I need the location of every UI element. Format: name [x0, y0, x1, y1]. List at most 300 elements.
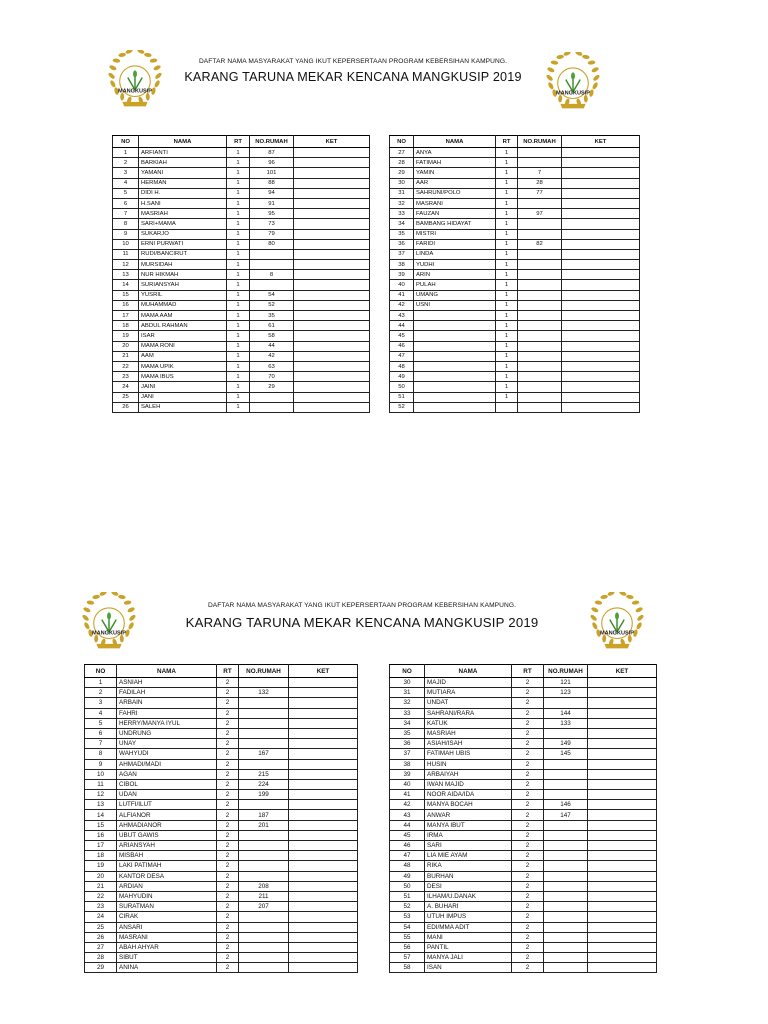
cell-no-rumah: 208 — [239, 881, 289, 891]
table-row — [390, 841, 657, 851]
cell-rt: 1 — [496, 270, 518, 280]
table-row — [390, 861, 657, 871]
cell-no: 45 — [390, 830, 425, 840]
cell-no: 15 — [113, 290, 139, 300]
cell-no-rumah — [518, 341, 562, 351]
cell-nama: ARIN — [414, 270, 496, 280]
cell-rt: 2 — [512, 688, 544, 698]
cell-nama: LUTFI/ILUT — [117, 800, 217, 810]
cell-ket — [289, 698, 358, 708]
cell-ket — [588, 708, 657, 718]
svg-text:MANGKUSIP: MANGKUSIP — [556, 90, 590, 97]
cell-ket — [294, 270, 370, 280]
cell-no-rumah: 94 — [250, 188, 294, 198]
table-row — [390, 402, 640, 412]
cell-ket — [562, 198, 640, 208]
cell-no-rumah — [544, 963, 588, 973]
cell-no-rumah — [544, 953, 588, 963]
cell-rt: 2 — [512, 820, 544, 830]
cell-ket — [289, 779, 358, 789]
svg-text:MANGKUSIP: MANGKUSIP — [118, 88, 152, 95]
cell-no-rumah — [544, 942, 588, 952]
table-row — [390, 372, 640, 382]
cell-no: 50 — [390, 881, 425, 891]
cell-nama: UTUH IMPUS — [425, 912, 512, 922]
table-row — [113, 341, 370, 351]
cell-ket — [588, 790, 657, 800]
cell-ket — [294, 219, 370, 229]
document-subtitle: DAFTAR NAMA MASYARAKAT YANG IKUT KEPERSERTAAN PROGRAM KEBERSIHAN KAMPUNG. — [207, 602, 517, 609]
cell-ket — [588, 871, 657, 881]
cell-rt: 2 — [512, 810, 544, 820]
cell-nama: FAUZAN — [414, 209, 496, 219]
cell-nama: ALFIANOR — [117, 810, 217, 820]
cell-ket — [294, 209, 370, 219]
cell-no-rumah — [239, 851, 289, 861]
cell-nama: ASNIAH — [117, 678, 217, 688]
table-row — [85, 942, 358, 952]
table-row — [85, 953, 358, 963]
cell-rt: 1 — [496, 311, 518, 321]
cell-nama — [414, 402, 496, 412]
cell-no: 8 — [113, 219, 139, 229]
cell-rt: 2 — [217, 830, 239, 840]
cell-no: 52 — [390, 902, 425, 912]
table-row — [390, 810, 657, 820]
cell-no: 39 — [390, 769, 425, 779]
table-row — [390, 718, 657, 728]
cell-no: 14 — [113, 280, 139, 290]
cell-no-rumah — [239, 708, 289, 718]
cell-rt — [496, 402, 518, 412]
cell-ket — [588, 922, 657, 932]
table-row — [113, 270, 370, 280]
cell-ket — [562, 311, 640, 321]
cell-ket — [289, 830, 358, 840]
cell-no: 31 — [390, 688, 425, 698]
col-header-no-rumah: NO.RUMAH — [518, 136, 562, 148]
cell-rt: 2 — [512, 922, 544, 932]
cell-ket — [562, 331, 640, 341]
cell-rt: 2 — [512, 861, 544, 871]
cell-no-rumah: 88 — [250, 178, 294, 188]
cell-rt: 1 — [496, 392, 518, 402]
cell-rt: 1 — [496, 239, 518, 249]
cell-rt: 2 — [512, 759, 544, 769]
cell-ket — [289, 891, 358, 901]
cell-nama: AHMADI/MADI — [117, 759, 217, 769]
cell-nama — [414, 331, 496, 341]
cell-nama: DIDI H. — [139, 188, 227, 198]
cell-ket — [294, 260, 370, 270]
cell-rt: 1 — [496, 341, 518, 351]
cell-nama: UBUT GAWIS — [117, 830, 217, 840]
table-row — [85, 759, 358, 769]
table-row — [85, 688, 358, 698]
cell-nama: PULAH — [414, 280, 496, 290]
table-row — [390, 902, 657, 912]
cell-rt: 2 — [512, 902, 544, 912]
table-row — [390, 260, 640, 270]
cell-no-rumah — [239, 830, 289, 840]
laurel-emblem-icon — [82, 592, 136, 658]
table-row — [390, 830, 657, 840]
cell-ket — [289, 881, 358, 891]
cell-ket — [588, 688, 657, 698]
cell-nama: BAMBANG HIDAYAT — [414, 219, 496, 229]
cell-no-rumah: 215 — [239, 769, 289, 779]
cell-no-rumah — [518, 229, 562, 239]
table-row — [390, 148, 640, 158]
cell-rt: 2 — [217, 749, 239, 759]
svg-text:MANGKUSIP: MANGKUSIP — [92, 630, 126, 637]
cell-ket — [294, 280, 370, 290]
emblem-logo-icon — [546, 52, 600, 118]
cell-rt: 2 — [217, 912, 239, 922]
cell-nama: ABDUL RAHMAN — [139, 321, 227, 331]
table-row — [390, 932, 657, 942]
cell-nama: FATIMAH UBIS — [425, 749, 512, 759]
cell-no: 17 — [85, 841, 117, 851]
cell-no-rumah — [518, 372, 562, 382]
table-row — [113, 229, 370, 239]
cell-ket — [289, 708, 358, 718]
table-row — [390, 280, 640, 290]
cell-no-rumah — [239, 728, 289, 738]
cell-no-rumah — [544, 902, 588, 912]
col-header-rt: RT — [217, 665, 239, 678]
cell-nama: ANINA — [117, 963, 217, 973]
cell-no-rumah: 79 — [250, 229, 294, 239]
cell-no: 21 — [85, 881, 117, 891]
cell-ket — [289, 790, 358, 800]
cell-no-rumah — [544, 790, 588, 800]
table-row — [390, 942, 657, 952]
cell-nama: LINDA — [414, 249, 496, 259]
cell-no: 42 — [390, 300, 414, 310]
table-row — [390, 678, 657, 688]
table-row — [85, 881, 358, 891]
cell-no: 8 — [85, 749, 117, 759]
cell-rt: 1 — [227, 198, 250, 208]
table-row — [390, 270, 640, 280]
cell-rt: 1 — [227, 209, 250, 219]
laurel-emblem-icon — [546, 52, 600, 118]
table-row — [390, 891, 657, 901]
cell-no: 41 — [390, 790, 425, 800]
table-row — [390, 779, 657, 789]
table-row — [390, 178, 640, 188]
cell-nama: MURSIDAH — [139, 260, 227, 270]
cell-no-rumah — [544, 728, 588, 738]
cell-no-rumah — [518, 270, 562, 280]
cell-ket — [588, 759, 657, 769]
cell-rt: 2 — [512, 830, 544, 840]
cell-no-rumah — [518, 402, 562, 412]
table-row — [390, 311, 640, 321]
cell-nama: UDAN — [117, 790, 217, 800]
cell-ket — [289, 728, 358, 738]
table-row — [113, 351, 370, 361]
table-row — [113, 402, 370, 412]
cell-ket — [588, 769, 657, 779]
table-row — [390, 382, 640, 392]
table-row — [113, 372, 370, 382]
cell-nama: SURATMAN — [117, 902, 217, 912]
cell-nama: MISTRI — [414, 229, 496, 239]
table-row — [113, 361, 370, 371]
cell-rt: 2 — [217, 891, 239, 901]
cell-rt: 2 — [512, 728, 544, 738]
cell-ket — [588, 881, 657, 891]
cell-rt: 2 — [217, 851, 239, 861]
cell-nama: JANI — [139, 392, 227, 402]
cell-no: 44 — [390, 820, 425, 830]
cell-nama — [414, 341, 496, 351]
table-row — [85, 820, 358, 830]
cell-nama: SIBUT — [117, 953, 217, 963]
cell-rt: 1 — [227, 229, 250, 239]
table-row — [85, 769, 358, 779]
cell-no: 24 — [113, 382, 139, 392]
cell-ket — [289, 718, 358, 728]
cell-nama: CIRAK — [117, 912, 217, 922]
cell-nama: MANYA IBUT — [425, 820, 512, 830]
cell-ket — [588, 963, 657, 973]
cell-ket — [562, 209, 640, 219]
cell-rt: 2 — [217, 902, 239, 912]
cell-ket — [294, 351, 370, 361]
cell-ket — [294, 321, 370, 331]
cell-rt: 2 — [217, 942, 239, 952]
cell-no: 33 — [390, 209, 414, 219]
table-row — [113, 300, 370, 310]
cell-rt: 1 — [496, 178, 518, 188]
table-row — [113, 321, 370, 331]
cell-no: 28 — [390, 158, 414, 168]
cell-no-rumah — [544, 851, 588, 861]
cell-no-rumah: 80 — [250, 239, 294, 249]
cell-no: 50 — [390, 382, 414, 392]
cell-ket — [588, 912, 657, 922]
cell-no: 22 — [85, 891, 117, 901]
cell-no: 3 — [85, 698, 117, 708]
cell-ket — [294, 168, 370, 178]
cell-ket — [294, 331, 370, 341]
cell-no: 53 — [390, 912, 425, 922]
col-header-no: NO — [390, 665, 425, 678]
cell-no-rumah — [544, 779, 588, 789]
cell-no: 37 — [390, 249, 414, 259]
cell-no-rumah — [518, 249, 562, 259]
table-row — [390, 229, 640, 239]
cell-ket — [562, 361, 640, 371]
cell-rt: 1 — [496, 321, 518, 331]
cell-nama: MASRIAH — [139, 209, 227, 219]
cell-rt: 2 — [217, 820, 239, 830]
cell-nama: FAHRI — [117, 708, 217, 718]
cell-no: 5 — [85, 718, 117, 728]
cell-nama: ERNI PURWATI — [139, 239, 227, 249]
table-row — [113, 311, 370, 321]
cell-nama: ARBAIYAH — [425, 769, 512, 779]
cell-rt: 2 — [512, 718, 544, 728]
cell-rt: 2 — [217, 841, 239, 851]
cell-no: 35 — [390, 728, 425, 738]
col-header-rt: RT — [227, 136, 250, 148]
cell-nama: BARKIAH — [139, 158, 227, 168]
table-row — [390, 361, 640, 371]
cell-no: 11 — [113, 249, 139, 259]
cell-ket — [294, 239, 370, 249]
table-row — [113, 168, 370, 178]
cell-ket — [588, 861, 657, 871]
cell-no: 56 — [390, 942, 425, 952]
cell-rt: 1 — [496, 168, 518, 178]
cell-ket — [289, 963, 358, 973]
table-header-row — [113, 136, 370, 148]
cell-ket — [294, 188, 370, 198]
cell-rt: 2 — [217, 790, 239, 800]
cell-ket — [289, 851, 358, 861]
cell-ket — [562, 321, 640, 331]
table-row — [85, 871, 358, 881]
table-row — [390, 331, 640, 341]
cell-ket — [562, 341, 640, 351]
cell-no: 39 — [390, 270, 414, 280]
col-header-nama: NAMA — [414, 136, 496, 148]
cell-no: 16 — [113, 300, 139, 310]
cell-rt: 2 — [512, 932, 544, 942]
table-row — [113, 331, 370, 341]
table-row — [85, 678, 358, 688]
table-row — [390, 820, 657, 830]
cell-ket — [588, 820, 657, 830]
cell-ket — [289, 688, 358, 698]
cell-no: 55 — [390, 932, 425, 942]
cell-ket — [294, 198, 370, 208]
cell-rt: 2 — [512, 942, 544, 952]
cell-ket — [289, 739, 358, 749]
cell-ket — [562, 290, 640, 300]
cell-no: 4 — [113, 178, 139, 188]
cell-rt: 1 — [496, 198, 518, 208]
table-row — [390, 321, 640, 331]
cell-ket — [289, 902, 358, 912]
cell-nama — [414, 372, 496, 382]
cell-no-rumah: 144 — [544, 708, 588, 718]
cell-nama: ABAH AHYAR — [117, 942, 217, 952]
cell-no-rumah: 149 — [544, 739, 588, 749]
cell-nama — [414, 311, 496, 321]
cell-ket — [562, 372, 640, 382]
table-row — [390, 168, 640, 178]
table-row — [390, 392, 640, 402]
cell-no-rumah: 187 — [239, 810, 289, 820]
col-header-ket: KET — [562, 136, 640, 148]
cell-ket — [294, 341, 370, 351]
table-row — [113, 239, 370, 249]
cell-nama: MANYA JALI — [425, 953, 512, 963]
cell-no: 27 — [85, 942, 117, 952]
cell-no-rumah — [239, 841, 289, 851]
cell-rt: 1 — [227, 188, 250, 198]
cell-no-rumah: 96 — [250, 158, 294, 168]
cell-ket — [588, 810, 657, 820]
cell-no-rumah: 52 — [250, 300, 294, 310]
cell-no-rumah: 167 — [239, 749, 289, 759]
cell-rt: 1 — [227, 341, 250, 351]
table-row — [390, 769, 657, 779]
cell-nama: FATIMAH — [414, 158, 496, 168]
cell-no: 34 — [390, 219, 414, 229]
cell-no-rumah — [239, 953, 289, 963]
cell-ket — [294, 249, 370, 259]
cell-no: 1 — [85, 678, 117, 688]
cell-no-rumah — [518, 280, 562, 290]
cell-nama: MASRIAH — [425, 728, 512, 738]
cell-no: 47 — [390, 851, 425, 861]
cell-ket — [562, 300, 640, 310]
cell-no-rumah: 133 — [544, 718, 588, 728]
cell-nama: BURHAN — [425, 871, 512, 881]
cell-no: 38 — [390, 260, 414, 270]
cell-ket — [294, 392, 370, 402]
cell-no: 12 — [85, 790, 117, 800]
cell-nama: LAKI PATIMAH — [117, 861, 217, 871]
cell-no-rumah: 97 — [518, 209, 562, 219]
cell-no-rumah — [518, 219, 562, 229]
cell-ket — [289, 942, 358, 952]
table-row — [85, 841, 358, 851]
table-row — [113, 260, 370, 270]
cell-no: 49 — [390, 871, 425, 881]
cell-no: 40 — [390, 280, 414, 290]
table-row — [85, 718, 358, 728]
cell-nama: ARIANSYAH — [117, 841, 217, 851]
cell-rt: 2 — [512, 953, 544, 963]
table-row — [113, 148, 370, 158]
cell-nama: USNI — [414, 300, 496, 310]
cell-no-rumah — [544, 932, 588, 942]
col-header-rt: RT — [496, 136, 518, 148]
cell-nama: AGAN — [117, 769, 217, 779]
cell-ket — [562, 249, 640, 259]
table-row — [85, 932, 358, 942]
table-row — [85, 739, 358, 749]
cell-no: 23 — [113, 372, 139, 382]
cell-ket — [588, 739, 657, 749]
cell-no: 16 — [85, 830, 117, 840]
cell-no-rumah: 77 — [518, 188, 562, 198]
table-row — [113, 280, 370, 290]
cell-no: 6 — [85, 728, 117, 738]
cell-nama: ARBAIN — [117, 698, 217, 708]
table-row — [390, 249, 640, 259]
cell-nama: MAMA IBUS — [139, 372, 227, 382]
table-row — [390, 239, 640, 249]
cell-nama — [414, 321, 496, 331]
cell-rt: 1 — [227, 178, 250, 188]
cell-no-rumah — [250, 280, 294, 290]
cell-rt: 2 — [512, 678, 544, 688]
cell-no: 7 — [113, 209, 139, 219]
cell-no: 54 — [390, 922, 425, 932]
cell-no: 26 — [85, 932, 117, 942]
cell-ket — [588, 891, 657, 901]
cell-no-rumah — [239, 678, 289, 688]
cell-ket — [289, 861, 358, 871]
